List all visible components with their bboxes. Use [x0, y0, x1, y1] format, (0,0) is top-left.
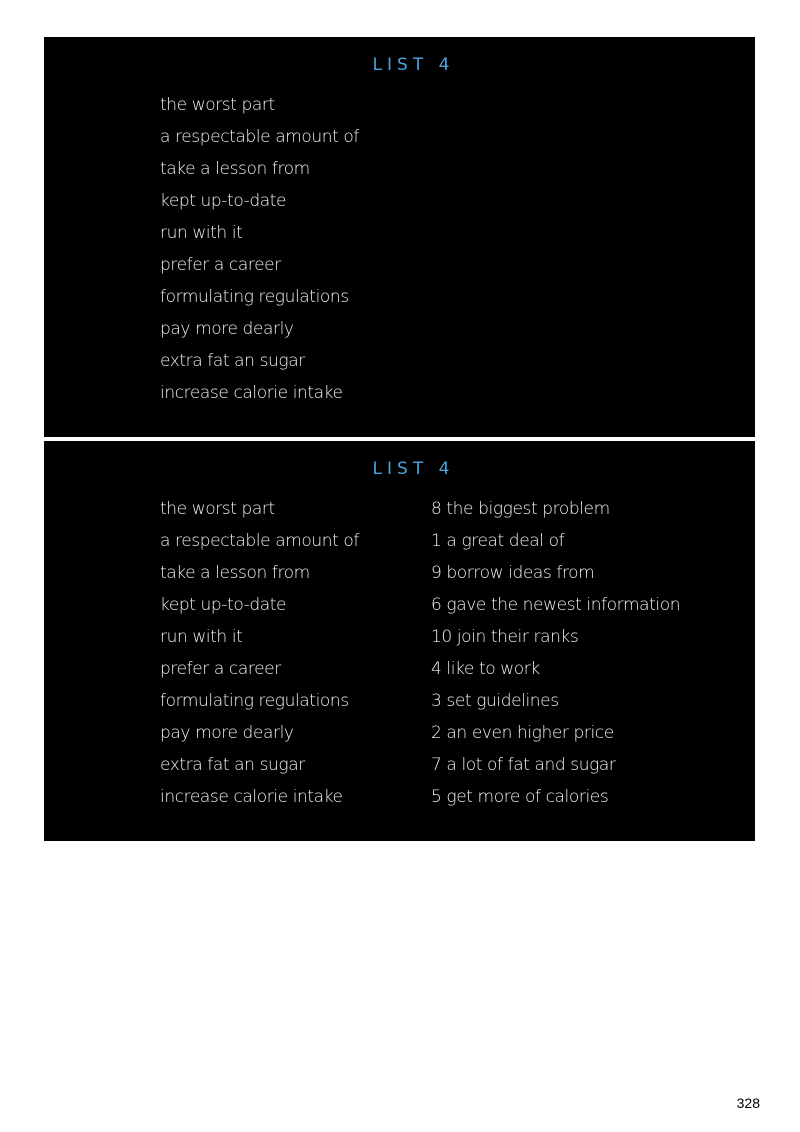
answer-item: 5 get more of calories: [431, 787, 609, 807]
phrase-item: prefer a career: [160, 255, 281, 275]
phrase-list: [160, 93, 359, 413]
phrase-item: prefer a career: [160, 659, 281, 679]
answer-item: 3 set guidelines: [431, 691, 559, 711]
phrase-item: kept up-to-date: [160, 595, 287, 615]
phrase-item: a respectable amount of: [160, 127, 359, 147]
phrase-item: formulating regulations: [160, 287, 349, 307]
answer-item: 2 an even higher price: [431, 723, 614, 743]
phrase-item: kept up-to-date: [160, 191, 287, 211]
phrase-item: increase calorie intake: [160, 787, 343, 807]
slide-title: LIST 4: [372, 55, 455, 75]
page-number: 328: [736, 1095, 760, 1111]
phrase-list: [160, 497, 359, 817]
slide-title: LIST 4: [372, 459, 455, 479]
answer-item: 8 the biggest problem: [431, 499, 610, 519]
phrase-item: run with it: [160, 223, 243, 243]
answer-item: 9 borrow ideas from: [431, 563, 595, 583]
phrase-item: the worst part: [160, 499, 275, 519]
phrase-item: pay more dearly: [160, 319, 294, 339]
phrase-item: pay more dearly: [160, 723, 294, 743]
phrase-item: take a lesson from: [160, 159, 310, 179]
phrase-item: a respectable amount of: [160, 531, 359, 551]
answer-item: 6 gave the newest information: [431, 595, 681, 615]
answer-item: 7 a lot of fat and sugar: [431, 755, 616, 775]
phrase-item: extra fat an sugar: [160, 351, 305, 371]
slide-phrases: [44, 37, 755, 437]
phrase-item: take a lesson from: [160, 563, 310, 583]
phrase-item: the worst part: [160, 95, 275, 115]
phrase-item: formulating regulations: [160, 691, 349, 711]
phrase-item: extra fat an sugar: [160, 755, 305, 775]
answer-item: 1 a great deal of: [431, 531, 565, 551]
phrase-item: run with it: [160, 627, 243, 647]
phrase-item: increase calorie intake: [160, 383, 343, 403]
answer-item: 4 like to work: [431, 659, 540, 679]
answer-list: [431, 497, 680, 817]
slide-phrases-with-answers: [44, 441, 755, 841]
answer-item: 10 join their ranks: [431, 627, 579, 647]
